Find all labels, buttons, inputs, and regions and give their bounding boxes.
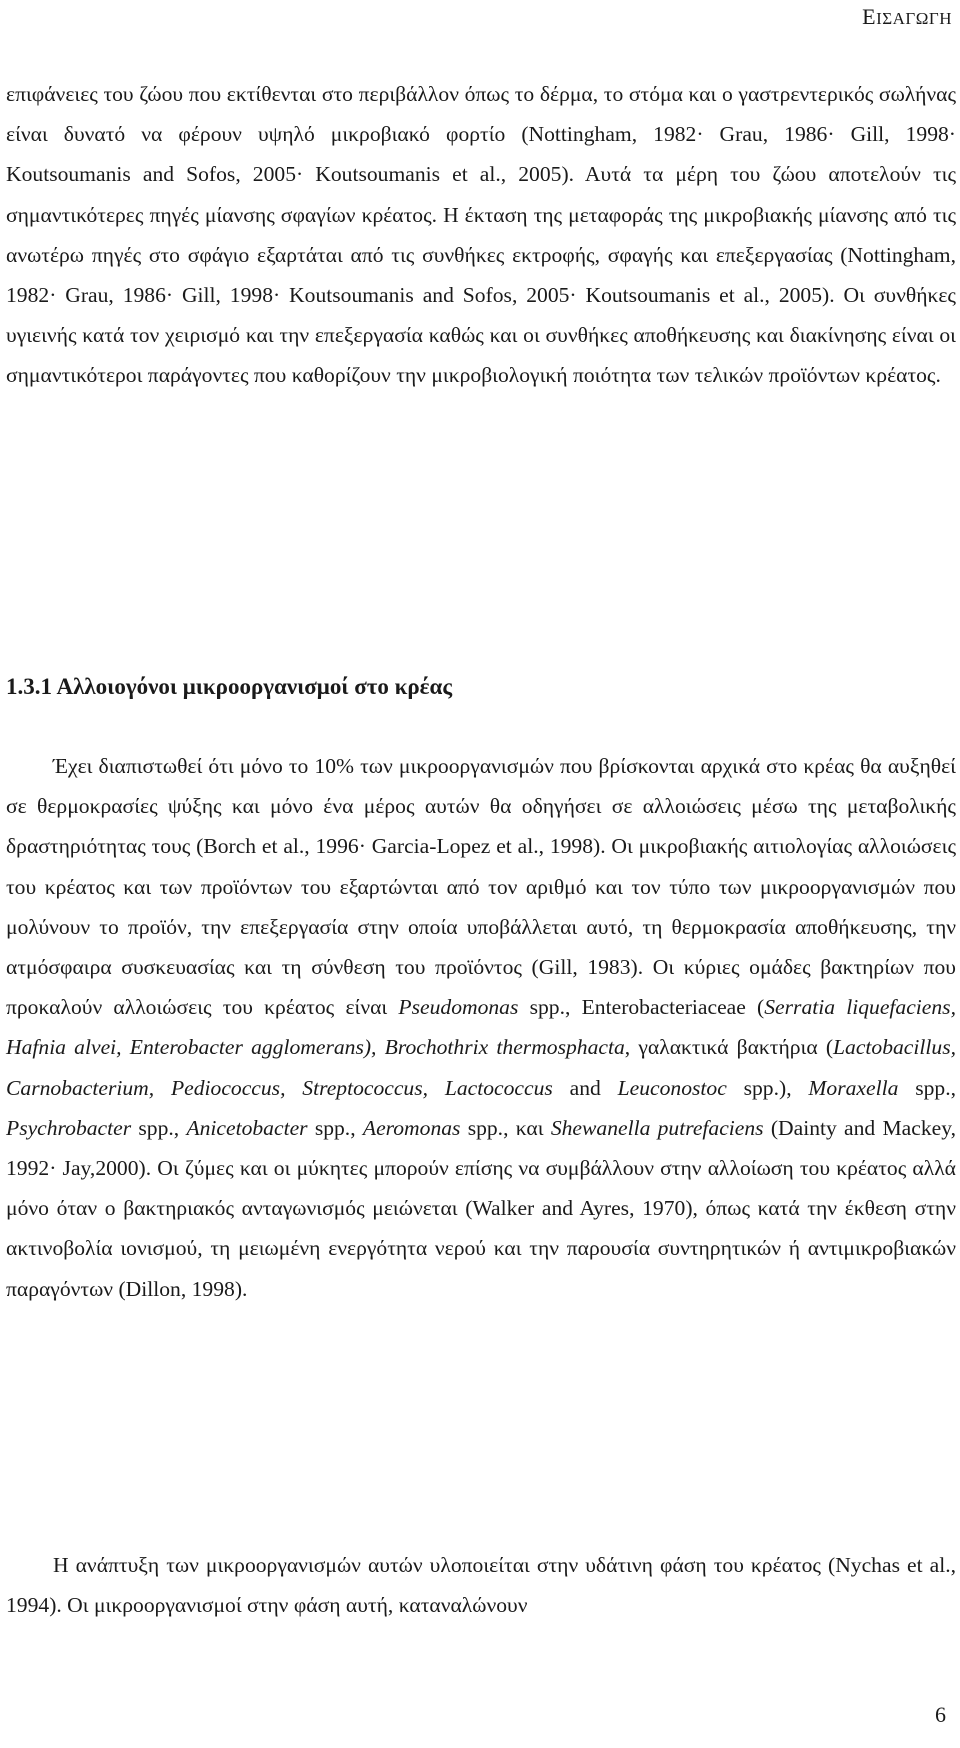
paragraph-text: Έχει διαπιστωθεί ότι μόνο το 10% των μικροοργανισμών που βρίσκονται αρχικά στο κρέας θα αυξηθεί σε θερμοκρασίες ψύξης και μόνο ένα μέρος αυτών θα οδηγήσει σε αλλοιώσεις μέσω της μεταβολικής δραστηριότητας τους (Borch et al., 1996· Garcia-Lopez et al., 1998). Οι μικροβιακής αιτιολογίας αλλοιώσεις του κρέατος και των προϊόντων του εξαρτώνται από τον αριθμό και τον τύπο των μικροοργανισμών που μολύνουν το προϊόν, την επεξεργασία στην οποία υποβάλλεται αυτό, τη θερμοκρασία αποθήκευσης, την ατμόσφαιρα συσκευασίας και τη σύνθεση του προϊόντος (Gill, 1983). Οι κύριες ομάδες βακτηρίων που προκαλούν αλλοιώσεις του κρέατος είναι [6, 754, 956, 1020]
paragraph-text: Η ανάπτυξη των μικροοργανισμών αυτών υλοποιείται στην υδάτινη φάση του κρέατος (Nychas et al., 1994). Οι μικροοργανισμοί στην φάση αυτή, καταναλώνουν [6, 1553, 956, 1618]
taxon-italic: Shewanella putrefaciens [550, 1115, 764, 1140]
taxon-italic: Psychrobacter [6, 1115, 132, 1140]
paragraph-text: spp., Enterobacteriaceae ( [518, 995, 765, 1020]
taxon-italic: Aeromonas [362, 1115, 461, 1140]
paragraph-spoilage-organisms [6, 746, 956, 1309]
paragraph-text: spp., [898, 1075, 956, 1100]
running-head-initial: Ε [862, 4, 877, 29]
paragraph-aqueous-phase [6, 1545, 956, 1625]
paragraph-text: spp.), [726, 1075, 809, 1100]
taxon-italic: Serratia liquefaciens, Hafnia alvei, Enterobacter agglomerans), Brochothrix thermosphacta [6, 995, 956, 1060]
taxon-italic: Leuconostoc [617, 1075, 727, 1100]
taxon-italic: Lactobacillus, Carnobacterium, Pediococcus, Streptococcus, Lactococcus [6, 1035, 956, 1100]
paragraph-text: spp., και [460, 1115, 551, 1140]
paragraph-text: spp., [307, 1115, 363, 1140]
paragraph-contamination-sources [6, 74, 956, 396]
page-number: 6 [935, 1702, 946, 1727]
section-heading: 1.3.1 Αλλοιογόνοι μικροοργανισμοί στο κρέας [6, 674, 453, 699]
running-head-rest: ΙΣΑΓΩΓΗ [876, 9, 952, 28]
paragraph-text: , γαλακτικά βακτήρια ( [624, 1035, 834, 1060]
paragraph-text: spp., [131, 1115, 187, 1140]
taxon-italic: Pseudomonas [398, 995, 519, 1020]
paragraph-text: επιφάνειες του ζώου που εκτίθενται στο περιβάλλον όπως το δέρμα, το στόμα και ο γαστρεντερικός σωλήνας είναι δυνατό να φέρουν υψηλό μικροβιακό φορτίο (Nottingham, 1982· Grau, 1986· Gill, 1998· Koutsoumanis and Sofos, 2005· Koutsoumanis et al., 2005). Αυτά τα μέρη του ζώου αποτελούν τις σημαντικότερες πηγές μίανσης σφαγίων κρέατος. Η έκταση της μεταφοράς της μικροβιακής μίανσης από τις ανωτέρω πηγές στο σφάγιο εξαρτάται από τις συνθήκες εκτροφής, σφαγής και επεξεργασίας (Nottingham, 1982· Grau, 1986· Gill, 1998· Koutsoumanis and Sofos, 2005· Koutsoumanis et al., 2005). Οι συνθήκες υγιεινής κατά τον χειρισμό και την επεξεργασία καθώς και οι συνθήκες αποθήκευσης και διακίνησης είναι οι σημαντικότεροι παράγοντες που καθορίζουν την μικροβιολογική ποιότητα των τελικών προϊόντων κρέατος. [6, 82, 956, 388]
paragraph-text: and [552, 1075, 618, 1100]
running-head [862, 4, 952, 30]
paragraph-text: (Dainty and Mackey, 1992· Jay,2000). Οι ζύμες και οι μύκητες μπορούν επίσης να συμβάλλουν στην αλλοίωση του κρέατος αλλά μόνο όταν ο βακτηριακός ανταγωνισμός μειώνεται (Walker and Ayres, 1970), όπως κατά την έκθεση στην ακτινοβολία ιονισμού, τη μειωμένη ενεργότητα νερού και την παρουσία συντηρητικών ή αντιμικροβιακών παραγόντων (Dillon, 1998). [6, 1115, 957, 1301]
taxon-italic: Moraxella [808, 1075, 899, 1100]
taxon-italic: Anicetobacter [186, 1115, 308, 1140]
